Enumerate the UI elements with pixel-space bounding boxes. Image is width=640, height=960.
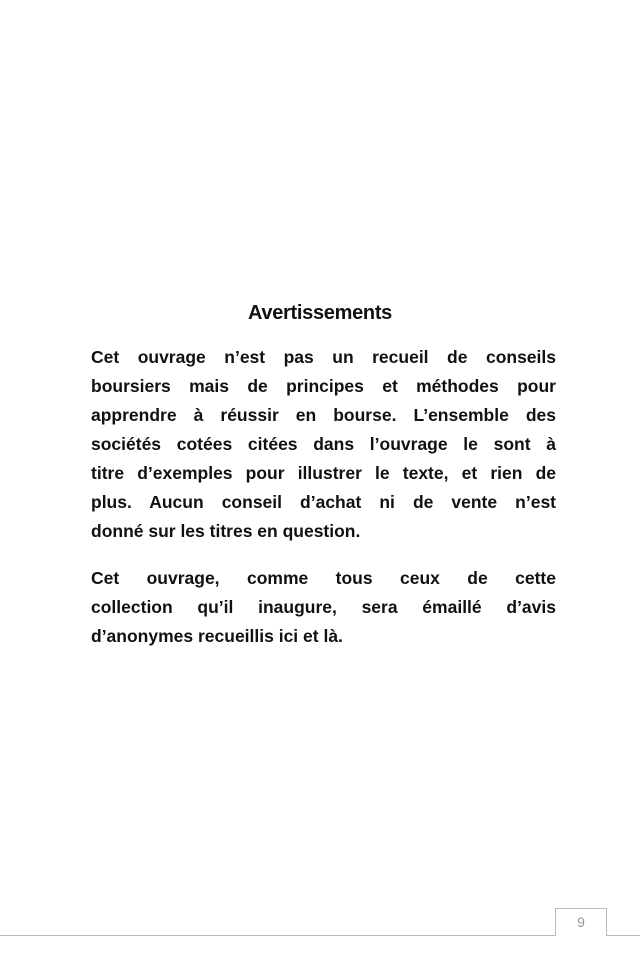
page-number: 9 [555,908,607,935]
text-line: boursiers mais de principes et méthodes pour [91,376,556,396]
text-line: plus. Aucun conseil d’achat ni de vente n’est [91,492,556,512]
paragraph-1 [91,343,556,546]
paragraph-2 [91,564,556,651]
footer-rule-left [0,935,556,936]
text-line: sociétés cotées citées dans l’ouvrage le sont à [91,434,556,454]
text-line: apprendre à réussir en bourse. L’ensemble des [91,405,556,425]
footer-rule-right [606,935,640,936]
text-line: collection qu’il inaugure, sera émaillé d’avis [91,597,556,617]
page-title: Avertissements [247,302,393,324]
text-line: titre d’exemples pour illustrer le texte, et rien de [91,463,556,483]
text-line: Cet ouvrage n’est pas un recueil de conseils [91,347,556,367]
text-line: d’anonymes recueillis ici et là. [91,626,343,646]
text-line: Cet ouvrage, comme tous ceux de cette [91,568,556,588]
text-line: donné sur les titres en question. [91,521,361,541]
